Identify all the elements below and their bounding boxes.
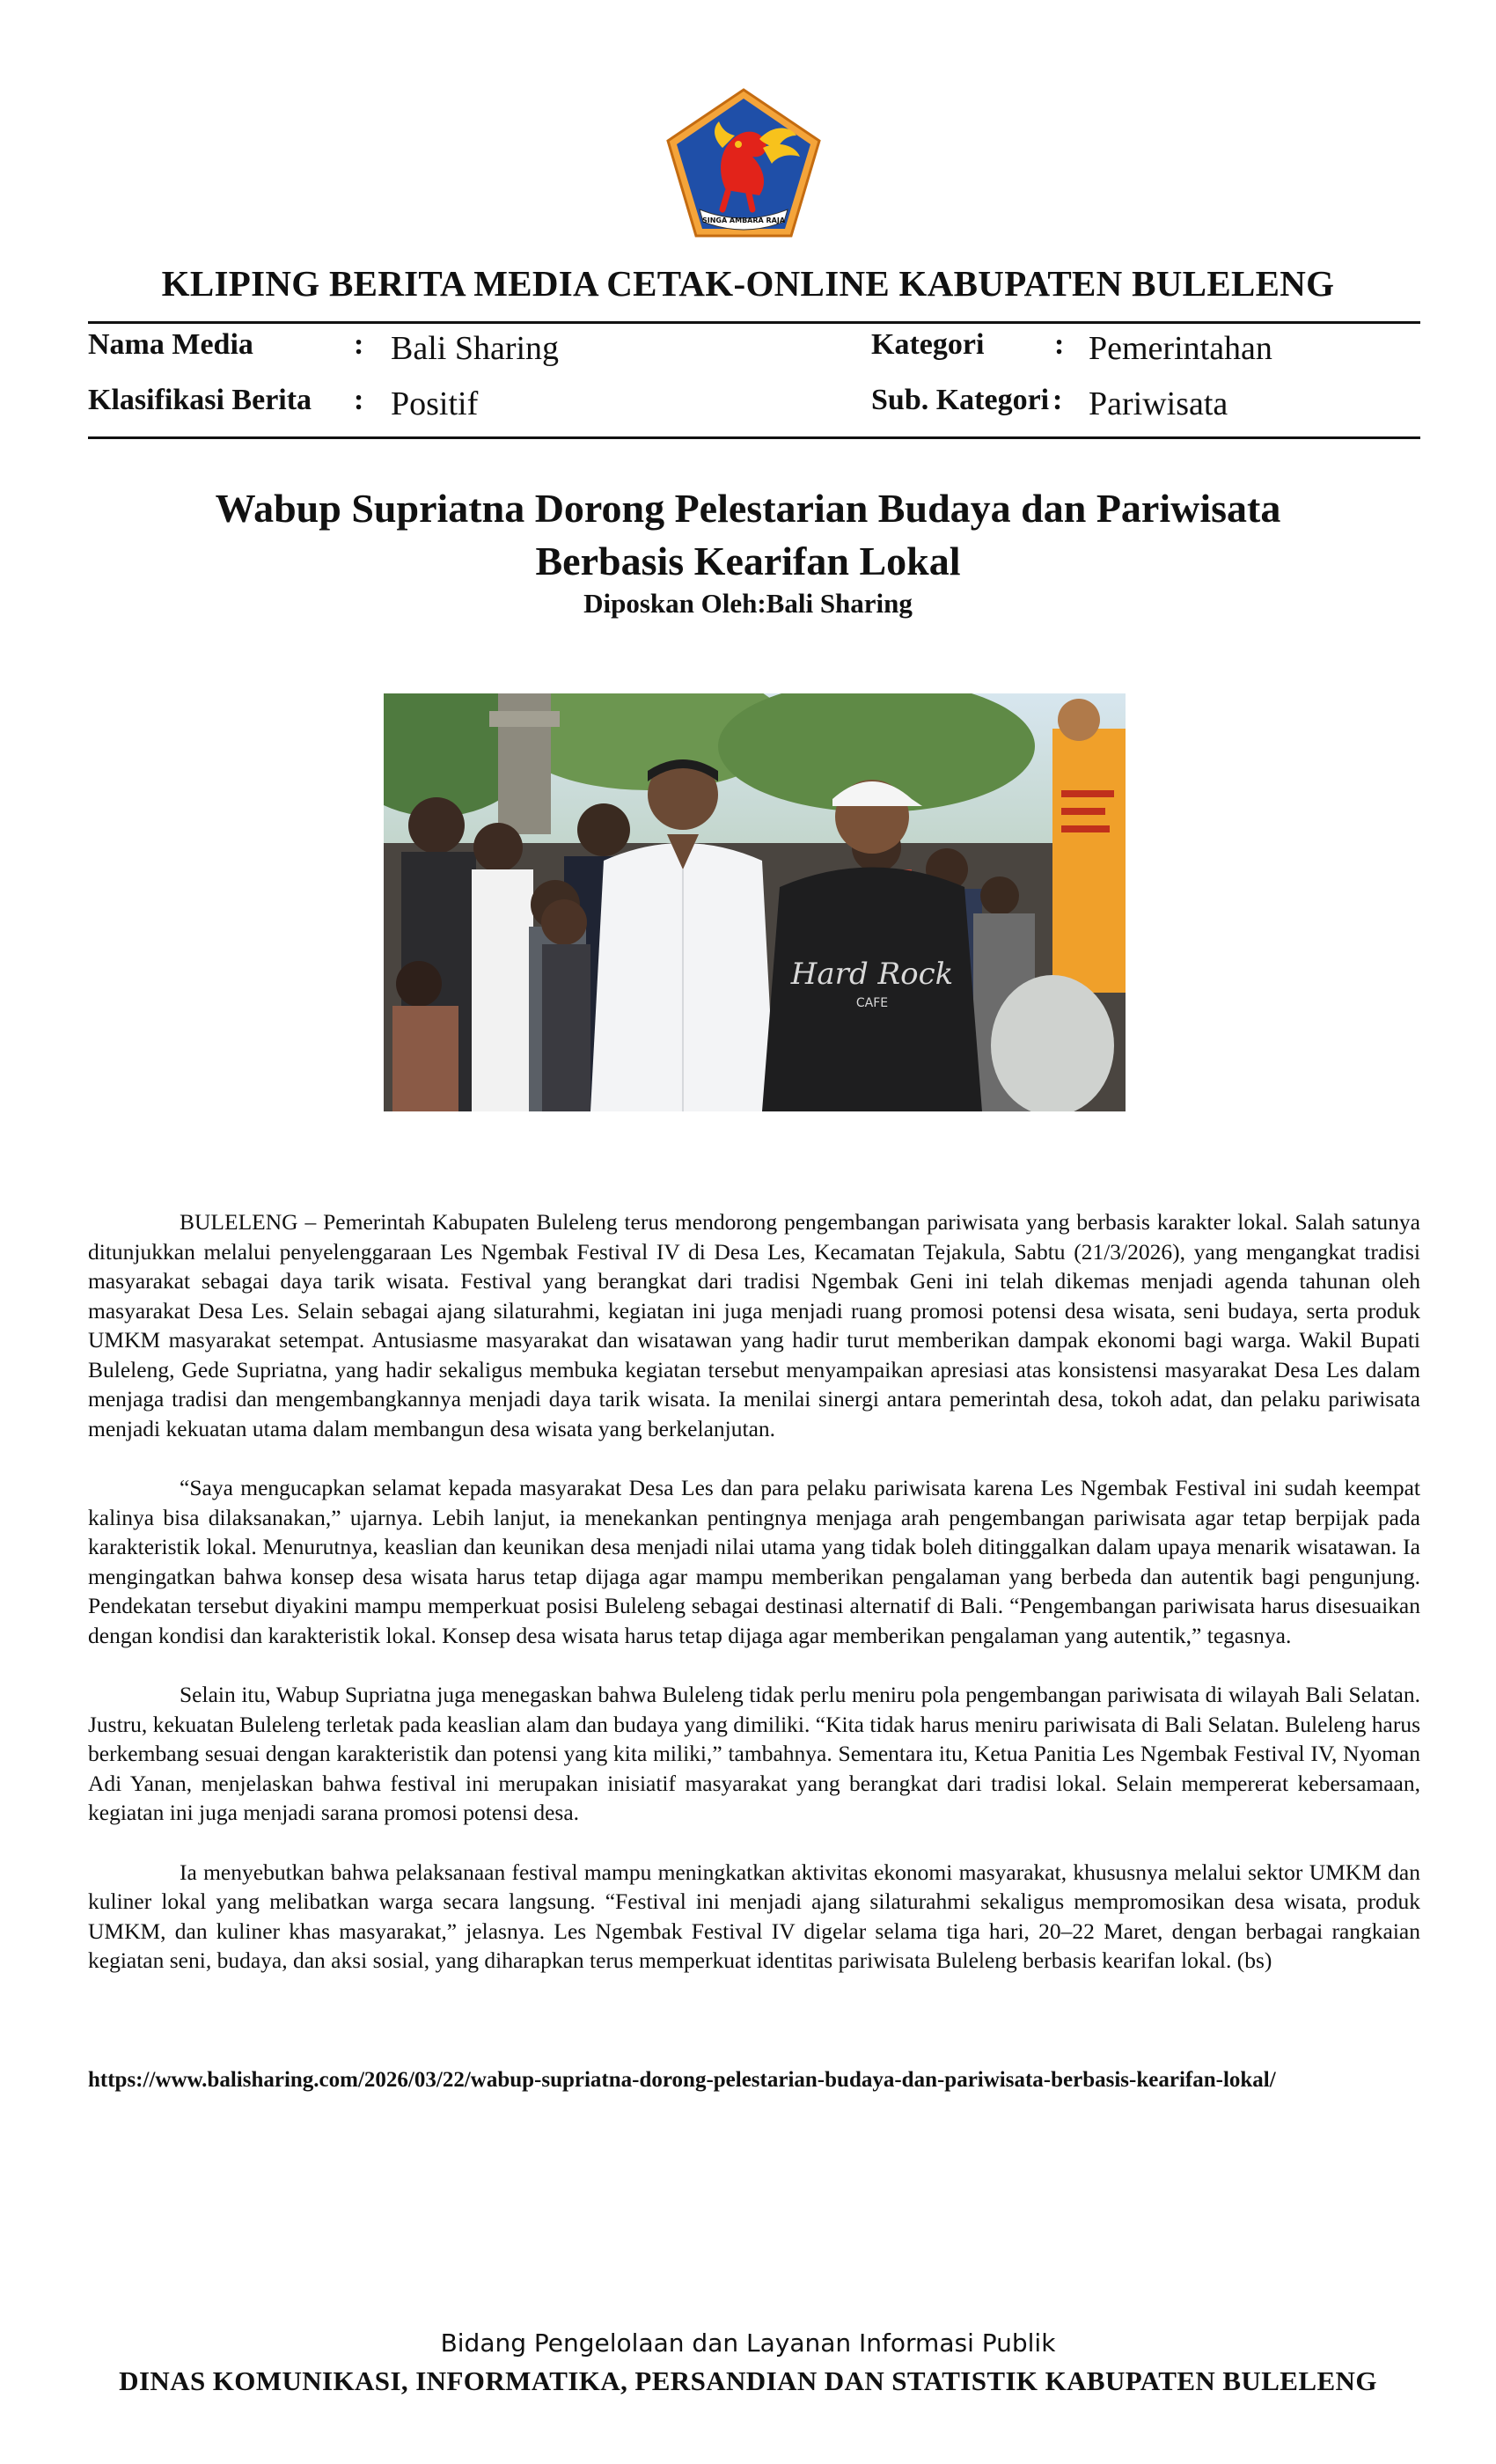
article-paragraph: BULELENG – Pemerintah Kabupaten Buleleng terus mendorong pengembangan pariwisata yang berbasis karakter lokal. Salah satunya ditunjukkan melalui penyelenggaraan Les Ngembak Festival IV di Desa Les, Kecamatan Tejakula, Sabtu (21/3/2026), yang mengangkat tradisi masyarakat sebagai daya tarik wisata. Festival yang berangkat dari tradisi Ngembak Geni ini telah dikemas menjadi agenda tahunan oleh masyarakat Desa Les. Selain sebagai ajang silaturahmi, kegiatan ini juga menjadi ruang promosi potensi desa wisata, seni budaya, serta produk UMKM masyarakat setempat. Antusiasme masyarakat dan wisatawan yang hadir turut memberikan dampak ekonomi bagi warga. Wakil Bupati Buleleng, Gede Supriatna, yang hadir sekaligus membuka kegiatan tersebut menyampaikan apresiasi atas konsistensi masyarakat Desa Les dalam menjaga tradisi dan mengembangkannya menjadi daya tarik wisata. Ia menilai sinergi antara pemerintah desa, tokoh adat, dan pelaku pariwisata menjadi kekuatan utama dalam membangun desa wisata yang berkelanjutan.: [88, 1209, 1420, 1441]
headline-line-2: Berbasis Kearifan Lokal: [535, 539, 961, 583]
kategori-value: Pemerintahan: [1089, 330, 1272, 367]
singa-ambara-raja-crest-icon: [664, 86, 823, 240]
media-value: Bali Sharing: [391, 330, 560, 367]
article-paragraph: “Saya mengucapkan selamat kepada masyarakat Desa Les dan para pelaku pariwisata karena Les Ngembak Festival ini sudah keempat kalinya bisa dilaksanakan,” ujarnya. Lebih lanjut, ia menekankan pentingnya menjaga arah pengembangan pariwisata agar tetap berpijak pada karakteristik lokal. Menurutnya, keaslian dan keunikan desa menjadi nilai utama yang tidak boleh ditinggalkan dalam upaya menarik wisatawan. Ia mengingatkan bahwa konsep desa wisata harus tetap dijaga agar mampu memberikan pengalaman yang berbeda dan autentik bagi pengunjung. Pendekatan tersebut diyakini mampu memperkuat posisi Buleleng sebagai destinasi alternatif di Bali. “Pengembangan pariwisata harus disesuaikan dengan kondisi dan karakteristik lokal. Konsep desa wisata harus tetap dijaga agar memberikan pengalaman yang autentik,” tegasnya.: [88, 1475, 1420, 1648]
klasifikasi-colon: :: [354, 384, 364, 416]
media-colon: :: [354, 328, 364, 361]
klasifikasi-value: Positif: [391, 385, 479, 422]
headline-line-1: Wabup Supriatna Dorong Pelestarian Budaya dan Pariwisata: [215, 486, 1281, 531]
kategori-label: Kategori: [871, 328, 985, 361]
article-photo: [384, 693, 1126, 1111]
footer-organization: DINAS KOMUNIKASI, INFORMATIKA, PERSANDIAN DAN STATISTIK KABUPATEN BULELENG: [119, 2365, 1377, 2396]
article-byline: Diposkan Oleh:Bali Sharing: [583, 588, 913, 619]
header-top-rule: [88, 321, 1420, 324]
subkategori-colon: :: [1052, 384, 1063, 416]
footer-subtitle: Bidang Pengelolaan dan Layanan Informasi Publik: [440, 2328, 1056, 2358]
article-headline: [0, 482, 1496, 588]
klasifikasi-label: Klasifikasi Berita: [88, 384, 312, 416]
header-bottom-rule: [88, 436, 1420, 439]
kategori-colon: :: [1054, 328, 1065, 361]
media-label: Nama Media: [88, 328, 253, 361]
photo-shirt-text: Hard Rock: [790, 957, 954, 992]
document-title: KLIPING BERITA MEDIA CETAK-ONLINE KABUPATEN BULELENG: [161, 263, 1335, 304]
subkategori-label: Sub. Kategori: [871, 384, 1050, 416]
article-body: [88, 1207, 1420, 2006]
logo-motto: SINGA AMBARA RAJA: [701, 216, 786, 224]
photo-shirt-subtext: CAFE: [855, 996, 889, 1010]
source-url-link[interactable]: https://www.balisharing.com/2026/03/22/wabup-supriatna-dorong-pelestarian-budaya-dan-pariwisata-berbasis-kearifan-lokal/: [88, 2068, 1276, 2092]
article-paragraph: Ia menyebutkan bahwa pelaksanaan festival mampu meningkatkan aktivitas ekonomi masyarakat, khususnya melalui sektor UMKM dan kuliner lokal yang melibatkan warga secara langsung. “Festival ini menjadi ajang silaturahmi sekaligus mempromosikan desa wisata, produk UMKM, dan kuliner khas masyarakat,” jelasnya. Les Ngembak Festival IV digelar selama tiga hari, 20–22 Maret, dengan berbagai rangkaian kegiatan seni, budaya, dan aksi sosial, yang diharapkan terus memperkuat identitas pariwisata Buleleng berbasis kearifan lokal. (bs): [88, 1859, 1420, 1973]
subkategori-value: Pariwisata: [1089, 385, 1228, 422]
article-paragraph: Selain itu, Wabup Supriatna juga menegaskan bahwa Buleleng tidak perlu meniru pola pengembangan pariwisata di wilayah Bali Selatan. Justru, kekuatan Buleleng terletak pada keaslian alam dan budaya yang dimiliki. “Kita tidak harus meniru pariwisata di Bali Selatan. Buleleng harus berkembang sesuai dengan karakteristik dan potensi yang kita miliki,” tambahnya. Sementara itu, Ketua Panitia Les Ngembak Festival IV, Nyoman Adi Yanan, menjelaskan bahwa festival ini merupakan inisiatif masyarakat yang berangkat dari tradisi lokal. Selain mempererat kebersamaan, kegiatan ini juga menjadi sarana promosi potensi desa.: [88, 1682, 1420, 1825]
